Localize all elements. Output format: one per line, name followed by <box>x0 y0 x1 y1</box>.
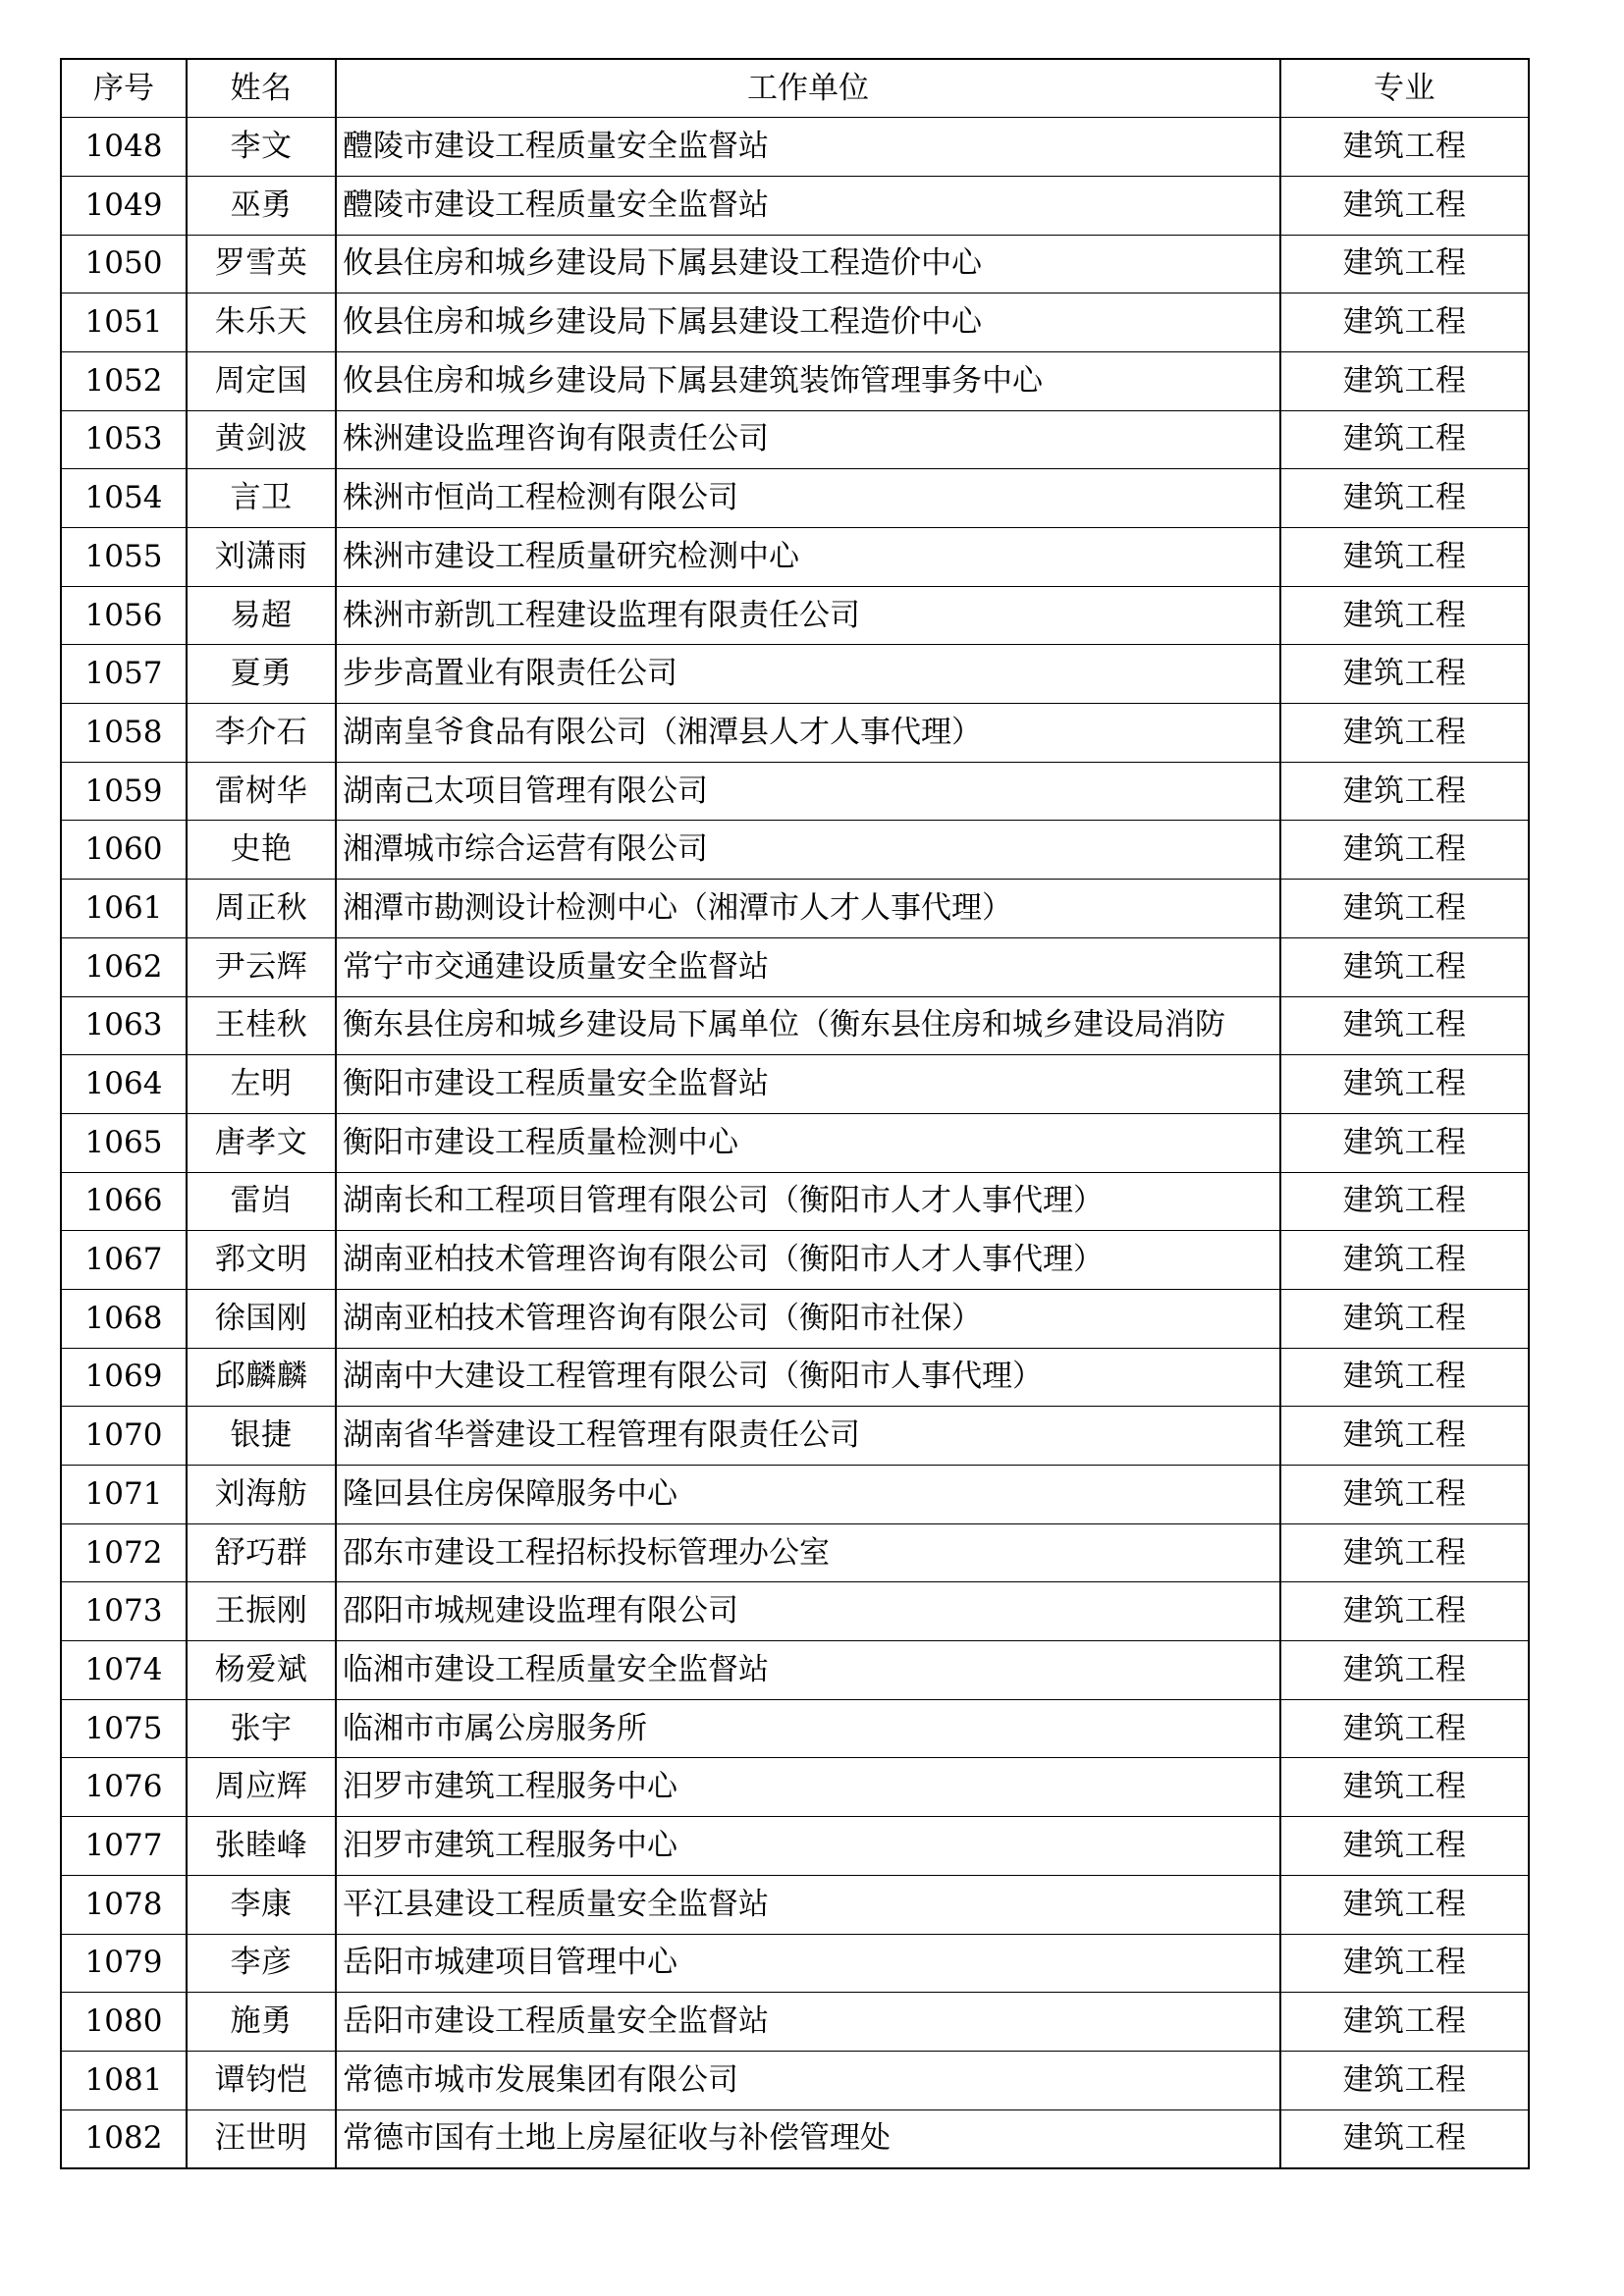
cell-name: 张宇 <box>187 1699 336 1758</box>
cell-name: 唐孝文 <box>187 1113 336 1172</box>
cell-number: 1066 <box>61 1172 187 1231</box>
cell-specialty: 建筑工程 <box>1280 1348 1529 1407</box>
header-unit: 工作单位 <box>336 59 1280 118</box>
table-row <box>61 294 1529 352</box>
cell-unit: 攸县住房和城乡建设局下属县建设工程造价中心 <box>336 235 1280 294</box>
cell-specialty: 建筑工程 <box>1280 1758 1529 1817</box>
cell-specialty: 建筑工程 <box>1280 937 1529 996</box>
cell-unit: 衡东县住房和城乡建设局下属单位（衡东县住房和城乡建设局消防 <box>336 996 1280 1055</box>
cell-specialty: 建筑工程 <box>1280 762 1529 821</box>
cell-unit: 湖南皇爷食品有限公司（湘潭县人才人事代理） <box>336 704 1280 763</box>
cell-name: 巫勇 <box>187 176 336 235</box>
cell-number: 1078 <box>61 1875 187 1934</box>
table-row <box>61 1348 1529 1407</box>
cell-name: 施勇 <box>187 1993 336 2052</box>
cell-name: 郛文明 <box>187 1231 336 1290</box>
cell-unit: 湖南亚柏技术管理咨询有限公司（衡阳市人才人事代理） <box>336 1231 1280 1290</box>
cell-unit: 湘潭城市综合运营有限公司 <box>336 821 1280 880</box>
header-row <box>61 59 1529 118</box>
cell-unit: 常德市城市发展集团有限公司 <box>336 2051 1280 2109</box>
cell-specialty: 建筑工程 <box>1280 410 1529 469</box>
cell-specialty: 建筑工程 <box>1280 1523 1529 1582</box>
cell-name: 舒巧群 <box>187 1523 336 1582</box>
cell-number: 1075 <box>61 1699 187 1758</box>
cell-number: 1051 <box>61 294 187 352</box>
table-row <box>61 1113 1529 1172</box>
cell-number: 1058 <box>61 704 187 763</box>
cell-specialty: 建筑工程 <box>1280 704 1529 763</box>
cell-specialty: 建筑工程 <box>1280 586 1529 645</box>
cell-specialty: 建筑工程 <box>1280 1934 1529 1993</box>
cell-specialty: 建筑工程 <box>1280 1172 1529 1231</box>
cell-unit: 株洲市恒尚工程检测有限公司 <box>336 469 1280 528</box>
cell-unit: 株洲建设监理咨询有限责任公司 <box>336 410 1280 469</box>
cell-unit: 湖南长和工程项目管理有限公司（衡阳市人才人事代理） <box>336 1172 1280 1231</box>
cell-unit: 攸县住房和城乡建设局下属县建筑装饰管理事务中心 <box>336 351 1280 410</box>
cell-number: 1063 <box>61 996 187 1055</box>
cell-specialty: 建筑工程 <box>1280 1289 1529 1348</box>
cell-number: 1049 <box>61 176 187 235</box>
cell-specialty: 建筑工程 <box>1280 880 1529 938</box>
cell-unit: 步步高置业有限责任公司 <box>336 645 1280 704</box>
cell-name: 杨爱斌 <box>187 1641 336 1700</box>
cell-unit: 湖南省华誉建设工程管理有限责任公司 <box>336 1407 1280 1466</box>
table-row <box>61 937 1529 996</box>
table-row <box>61 762 1529 821</box>
cell-specialty: 建筑工程 <box>1280 1113 1529 1172</box>
cell-unit: 株洲市新凯工程建设监理有限责任公司 <box>336 586 1280 645</box>
header-specialty: 专业 <box>1280 59 1529 118</box>
cell-unit: 平江县建设工程质量安全监督站 <box>336 1875 1280 1934</box>
cell-unit: 临湘市建设工程质量安全监督站 <box>336 1641 1280 1700</box>
cell-number: 1072 <box>61 1523 187 1582</box>
table-row <box>61 1407 1529 1466</box>
cell-specialty: 建筑工程 <box>1280 1817 1529 1876</box>
cell-number: 1081 <box>61 2051 187 2109</box>
cell-specialty: 建筑工程 <box>1280 1231 1529 1290</box>
cell-number: 1067 <box>61 1231 187 1290</box>
cell-name: 王桂秋 <box>187 996 336 1055</box>
cell-name: 夏勇 <box>187 645 336 704</box>
cell-specialty: 建筑工程 <box>1280 996 1529 1055</box>
cell-number: 1070 <box>61 1407 187 1466</box>
cell-number: 1073 <box>61 1582 187 1641</box>
cell-specialty: 建筑工程 <box>1280 2109 1529 2168</box>
cell-specialty: 建筑工程 <box>1280 235 1529 294</box>
cell-name: 左明 <box>187 1055 336 1114</box>
cell-name: 雷岿 <box>187 1172 336 1231</box>
cell-name: 雷树华 <box>187 762 336 821</box>
cell-name: 王振刚 <box>187 1582 336 1641</box>
table-row <box>61 469 1529 528</box>
cell-name: 李彦 <box>187 1934 336 1993</box>
cell-specialty: 建筑工程 <box>1280 1699 1529 1758</box>
cell-name: 周定国 <box>187 351 336 410</box>
table-row <box>61 410 1529 469</box>
cell-unit: 岳阳市城建项目管理中心 <box>336 1934 1280 1993</box>
cell-unit: 醴陵市建设工程质量安全监督站 <box>336 118 1280 177</box>
cell-name: 史艳 <box>187 821 336 880</box>
table-row <box>61 528 1529 587</box>
table-row <box>61 1582 1529 1641</box>
cell-specialty: 建筑工程 <box>1280 528 1529 587</box>
cell-unit: 湖南亚柏技术管理咨询有限公司（衡阳市社保） <box>336 1289 1280 1348</box>
cell-number: 1050 <box>61 235 187 294</box>
cell-unit: 常德市国有土地上房屋征收与补偿管理处 <box>336 2109 1280 2168</box>
cell-unit: 隆回县住房保障服务中心 <box>336 1466 1280 1524</box>
header-name: 姓名 <box>187 59 336 118</box>
cell-name: 汪世明 <box>187 2109 336 2168</box>
cell-specialty: 建筑工程 <box>1280 351 1529 410</box>
cell-number: 1057 <box>61 645 187 704</box>
table-row <box>61 586 1529 645</box>
cell-number: 1054 <box>61 469 187 528</box>
table-body <box>61 118 1529 2168</box>
table-row <box>61 880 1529 938</box>
cell-specialty: 建筑工程 <box>1280 1993 1529 2052</box>
cell-name: 刘潇雨 <box>187 528 336 587</box>
cell-number: 1076 <box>61 1758 187 1817</box>
cell-name: 谭钧恺 <box>187 2051 336 2109</box>
table-row <box>61 1934 1529 1993</box>
cell-name: 言卫 <box>187 469 336 528</box>
cell-specialty: 建筑工程 <box>1280 1641 1529 1700</box>
table-row <box>61 2051 1529 2109</box>
table-row <box>61 118 1529 177</box>
cell-unit: 临湘市市属公房服务所 <box>336 1699 1280 1758</box>
cell-unit: 邵阳市城规建设监理有限公司 <box>336 1582 1280 1641</box>
cell-unit: 邵东市建设工程招标投标管理办公室 <box>336 1523 1280 1582</box>
table-row <box>61 351 1529 410</box>
table-row <box>61 1993 1529 2052</box>
table-row <box>61 1641 1529 1700</box>
cell-name: 邱麟麟 <box>187 1348 336 1407</box>
cell-name: 罗雪英 <box>187 235 336 294</box>
cell-number: 1052 <box>61 351 187 410</box>
table-row <box>61 821 1529 880</box>
table-row <box>61 996 1529 1055</box>
table-row <box>61 1289 1529 1348</box>
cell-name: 周应辉 <box>187 1758 336 1817</box>
cell-number: 1059 <box>61 762 187 821</box>
cell-number: 1079 <box>61 1934 187 1993</box>
cell-specialty: 建筑工程 <box>1280 1582 1529 1641</box>
table-row <box>61 235 1529 294</box>
cell-specialty: 建筑工程 <box>1280 118 1529 177</box>
cell-unit: 汨罗市建筑工程服务中心 <box>336 1758 1280 1817</box>
cell-specialty: 建筑工程 <box>1280 645 1529 704</box>
cell-number: 1048 <box>61 118 187 177</box>
cell-number: 1053 <box>61 410 187 469</box>
cell-specialty: 建筑工程 <box>1280 1055 1529 1114</box>
cell-unit: 岳阳市建设工程质量安全监督站 <box>336 1993 1280 2052</box>
cell-number: 1071 <box>61 1466 187 1524</box>
cell-unit: 衡阳市建设工程质量检测中心 <box>336 1113 1280 1172</box>
cell-specialty: 建筑工程 <box>1280 1466 1529 1524</box>
cell-specialty: 建筑工程 <box>1280 821 1529 880</box>
cell-unit: 汨罗市建筑工程服务中心 <box>336 1817 1280 1876</box>
cell-number: 1055 <box>61 528 187 587</box>
cell-name: 易超 <box>187 586 336 645</box>
cell-number: 1077 <box>61 1817 187 1876</box>
cell-unit: 湘潭市勘测设计检测中心（湘潭市人才人事代理） <box>336 880 1280 938</box>
cell-name: 张睦峰 <box>187 1817 336 1876</box>
cell-number: 1062 <box>61 937 187 996</box>
cell-number: 1056 <box>61 586 187 645</box>
table-row <box>61 1699 1529 1758</box>
table-row <box>61 645 1529 704</box>
table-row <box>61 1466 1529 1524</box>
table-row <box>61 1523 1529 1582</box>
cell-name: 李文 <box>187 118 336 177</box>
cell-specialty: 建筑工程 <box>1280 1407 1529 1466</box>
cell-specialty: 建筑工程 <box>1280 469 1529 528</box>
cell-unit: 衡阳市建设工程质量安全监督站 <box>336 1055 1280 1114</box>
cell-name: 朱乐天 <box>187 294 336 352</box>
header-number: 序号 <box>61 59 187 118</box>
roster-table <box>60 58 1530 2169</box>
cell-name: 徐国刚 <box>187 1289 336 1348</box>
cell-name: 黄剑波 <box>187 410 336 469</box>
cell-specialty: 建筑工程 <box>1280 176 1529 235</box>
cell-specialty: 建筑工程 <box>1280 1875 1529 1934</box>
table-row <box>61 2109 1529 2168</box>
cell-name: 李介石 <box>187 704 336 763</box>
cell-number: 1068 <box>61 1289 187 1348</box>
cell-number: 1069 <box>61 1348 187 1407</box>
cell-number: 1065 <box>61 1113 187 1172</box>
cell-specialty: 建筑工程 <box>1280 2051 1529 2109</box>
cell-specialty: 建筑工程 <box>1280 294 1529 352</box>
cell-name: 银捷 <box>187 1407 336 1466</box>
cell-number: 1080 <box>61 1993 187 2052</box>
table-row <box>61 1172 1529 1231</box>
cell-number: 1061 <box>61 880 187 938</box>
cell-number: 1082 <box>61 2109 187 2168</box>
cell-unit: 常宁市交通建设质量安全监督站 <box>336 937 1280 996</box>
table-row <box>61 1231 1529 1290</box>
cell-unit: 湖南己太项目管理有限公司 <box>336 762 1280 821</box>
cell-name: 李康 <box>187 1875 336 1934</box>
table-row <box>61 704 1529 763</box>
cell-name: 尹云辉 <box>187 937 336 996</box>
cell-unit: 株洲市建设工程质量研究检测中心 <box>336 528 1280 587</box>
table-row <box>61 1055 1529 1114</box>
cell-number: 1064 <box>61 1055 187 1114</box>
table-row <box>61 1875 1529 1934</box>
table-row <box>61 1817 1529 1876</box>
cell-unit: 攸县住房和城乡建设局下属县建设工程造价中心 <box>336 294 1280 352</box>
cell-number: 1060 <box>61 821 187 880</box>
cell-unit: 湖南中大建设工程管理有限公司（衡阳市人事代理） <box>336 1348 1280 1407</box>
cell-name: 周正秋 <box>187 880 336 938</box>
cell-unit: 醴陵市建设工程质量安全监督站 <box>336 176 1280 235</box>
table-row <box>61 176 1529 235</box>
table-row <box>61 1758 1529 1817</box>
cell-number: 1074 <box>61 1641 187 1700</box>
cell-name: 刘海舫 <box>187 1466 336 1524</box>
